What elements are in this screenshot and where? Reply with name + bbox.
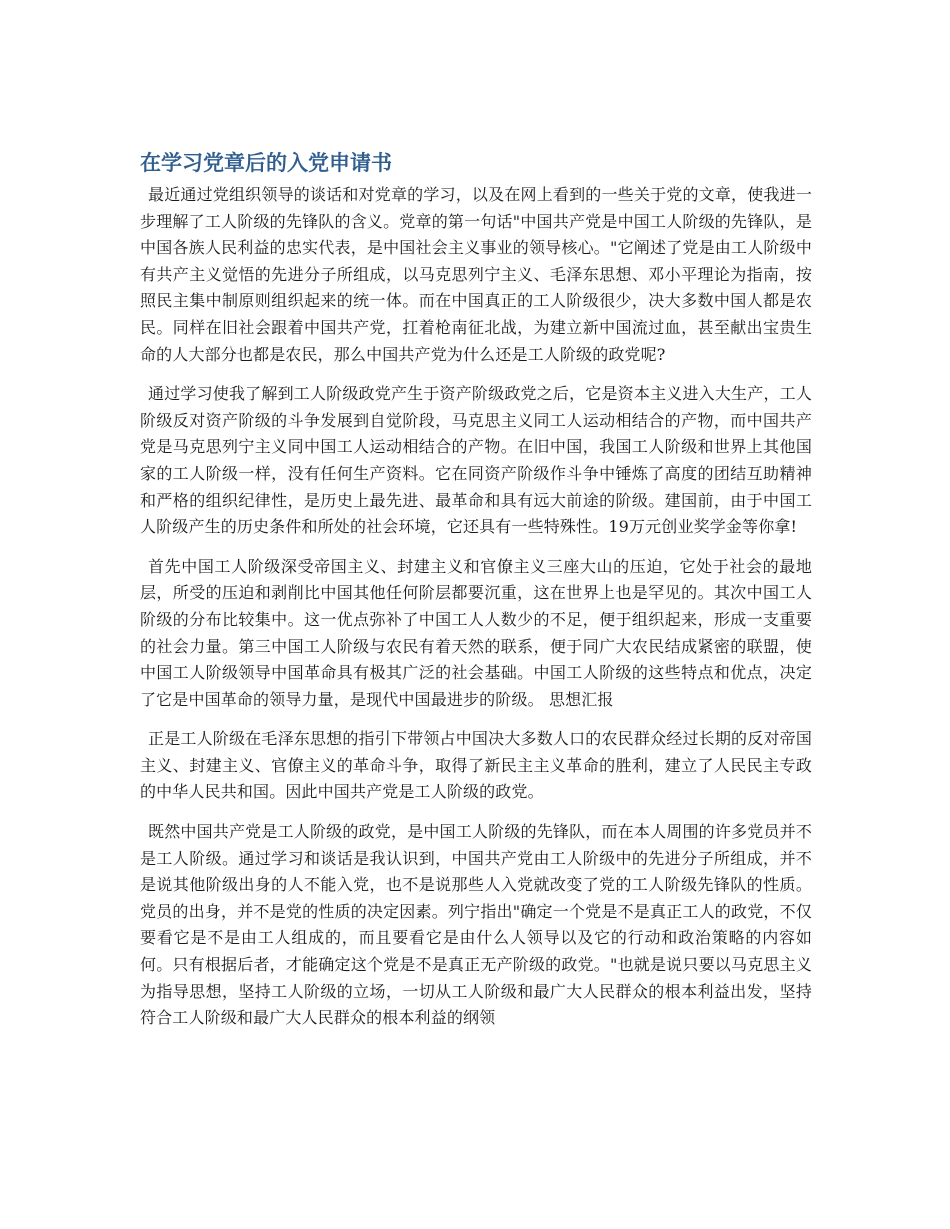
paragraph-4: 正是工人阶级在毛泽东思想的指引下带领占中国决大多数人口的农民群众经过长期的反对帝国主义、封建主义、官僚主义的革命斗争，取得了新民主主义革命的胜利，建立了人民民主专政的中华人民共和国。因此中国共产党是工人阶级的政党。 (140, 729, 812, 802)
paragraph-3: 首先中国工人阶级深受帝国主义、封建主义和官僚主义三座大山的压迫，它处于社会的最地层，所受的压迫和剥削比中国其他任何阶层都要沉重，这在世界上也是罕见的。其次中国工人阶级的分布比较集中。这一优点弥补了中国工人人数少的不足，便于组织起来，形成一支重要的社会力量。第三中国工人阶级与农民有着天然的联系，便于同广大农民结成紧密的联盟，使中国工人阶级领导中国革命具有极其广泛的社会基础。中国工人阶级的这些特点和优点，决定了它是中国革命的领导力量，是现代中国最进步的阶级。 思想汇报 (140, 556, 812, 709)
document-title: 在学习党章后的入党申请书 (140, 151, 392, 175)
document-page (140, 148, 812, 1045)
paragraph-1: 最近通过党组织领导的谈话和对党章的学习，以及在网上看到的一些关于党的文章，使我进一步理解了工人阶级的先锋队的含义。党章的第一句话"中国共产党是中国工人阶级的先锋队，是中国各族人民利益的忠实代表，是中国社会主义事业的领导核心。"它阐述了党是由工人阶级中有共产主义觉悟的先进分子所组成，以马克思列宁主义、毛泽东思想、邓小平理论为指南，按照民主集中制原则组织起来的统一体。而在中国真正的工人阶级很少，决大多数中国人都是农民。同样在旧社会跟着中国共产党，扛着枪南征北战，为建立新中国流过血，甚至献出宝贵生命的人大部分也都是农民，那么中国共产党为什么还是工人阶级的政党呢? (140, 185, 812, 364)
paragraph-2: 通过学习使我了解到工人阶级政党产生于资产阶级政党之后，它是资本主义进入大生产，工人阶级反对资产阶级的斗争发展到自觉阶段，马克思主义同工人运动相结合的产物，而中国共产党是马克思列宁主义同中国工人运动相结合的产物。在旧中国，我国工人阶级和世界上其他国家的工人阶级一样，没有任何生产资料。它在同资产阶级作斗争中锤炼了高度的团结互助精神和严格的组织纪律性，是历史上最先进、最革命和具有远大前途的阶级。建国前，由于中国工人阶级产生的历史条件和所处的社会环境，它还具有一些特殊性。19万元创业奖学金等你拿! (140, 384, 812, 537)
paragraph-5: 既然中国共产党是工人阶级的政党，是中国工人阶级的先锋队，而在本人周围的许多党员并不是工人阶级。通过学习和谈话是我认识到，中国共产党由工人阶级中的先进分子所组成，并不是说其他阶级出身的人不能入党，也不是说那些人入党就改变了党的工人阶级先锋队的性质。党员的出身，并不是党的性质的决定因素。列宁指出"确定一个党是不是真正工人的政党，不仅要看它是不是由工人组成的，而且要看它是由什么人领导以及它的行动和政治策略的内容如何。只有根据后者，才能确定这个党是不是真正无产阶级的政党。"也就是说只要以马克思主义为指导思想，坚持工人阶级的立场，一切从工人阶级和最广大人民群众的根本利益出发，坚持符合工人阶级和最广大人民群众的根本利益的纲领 (140, 822, 812, 1028)
